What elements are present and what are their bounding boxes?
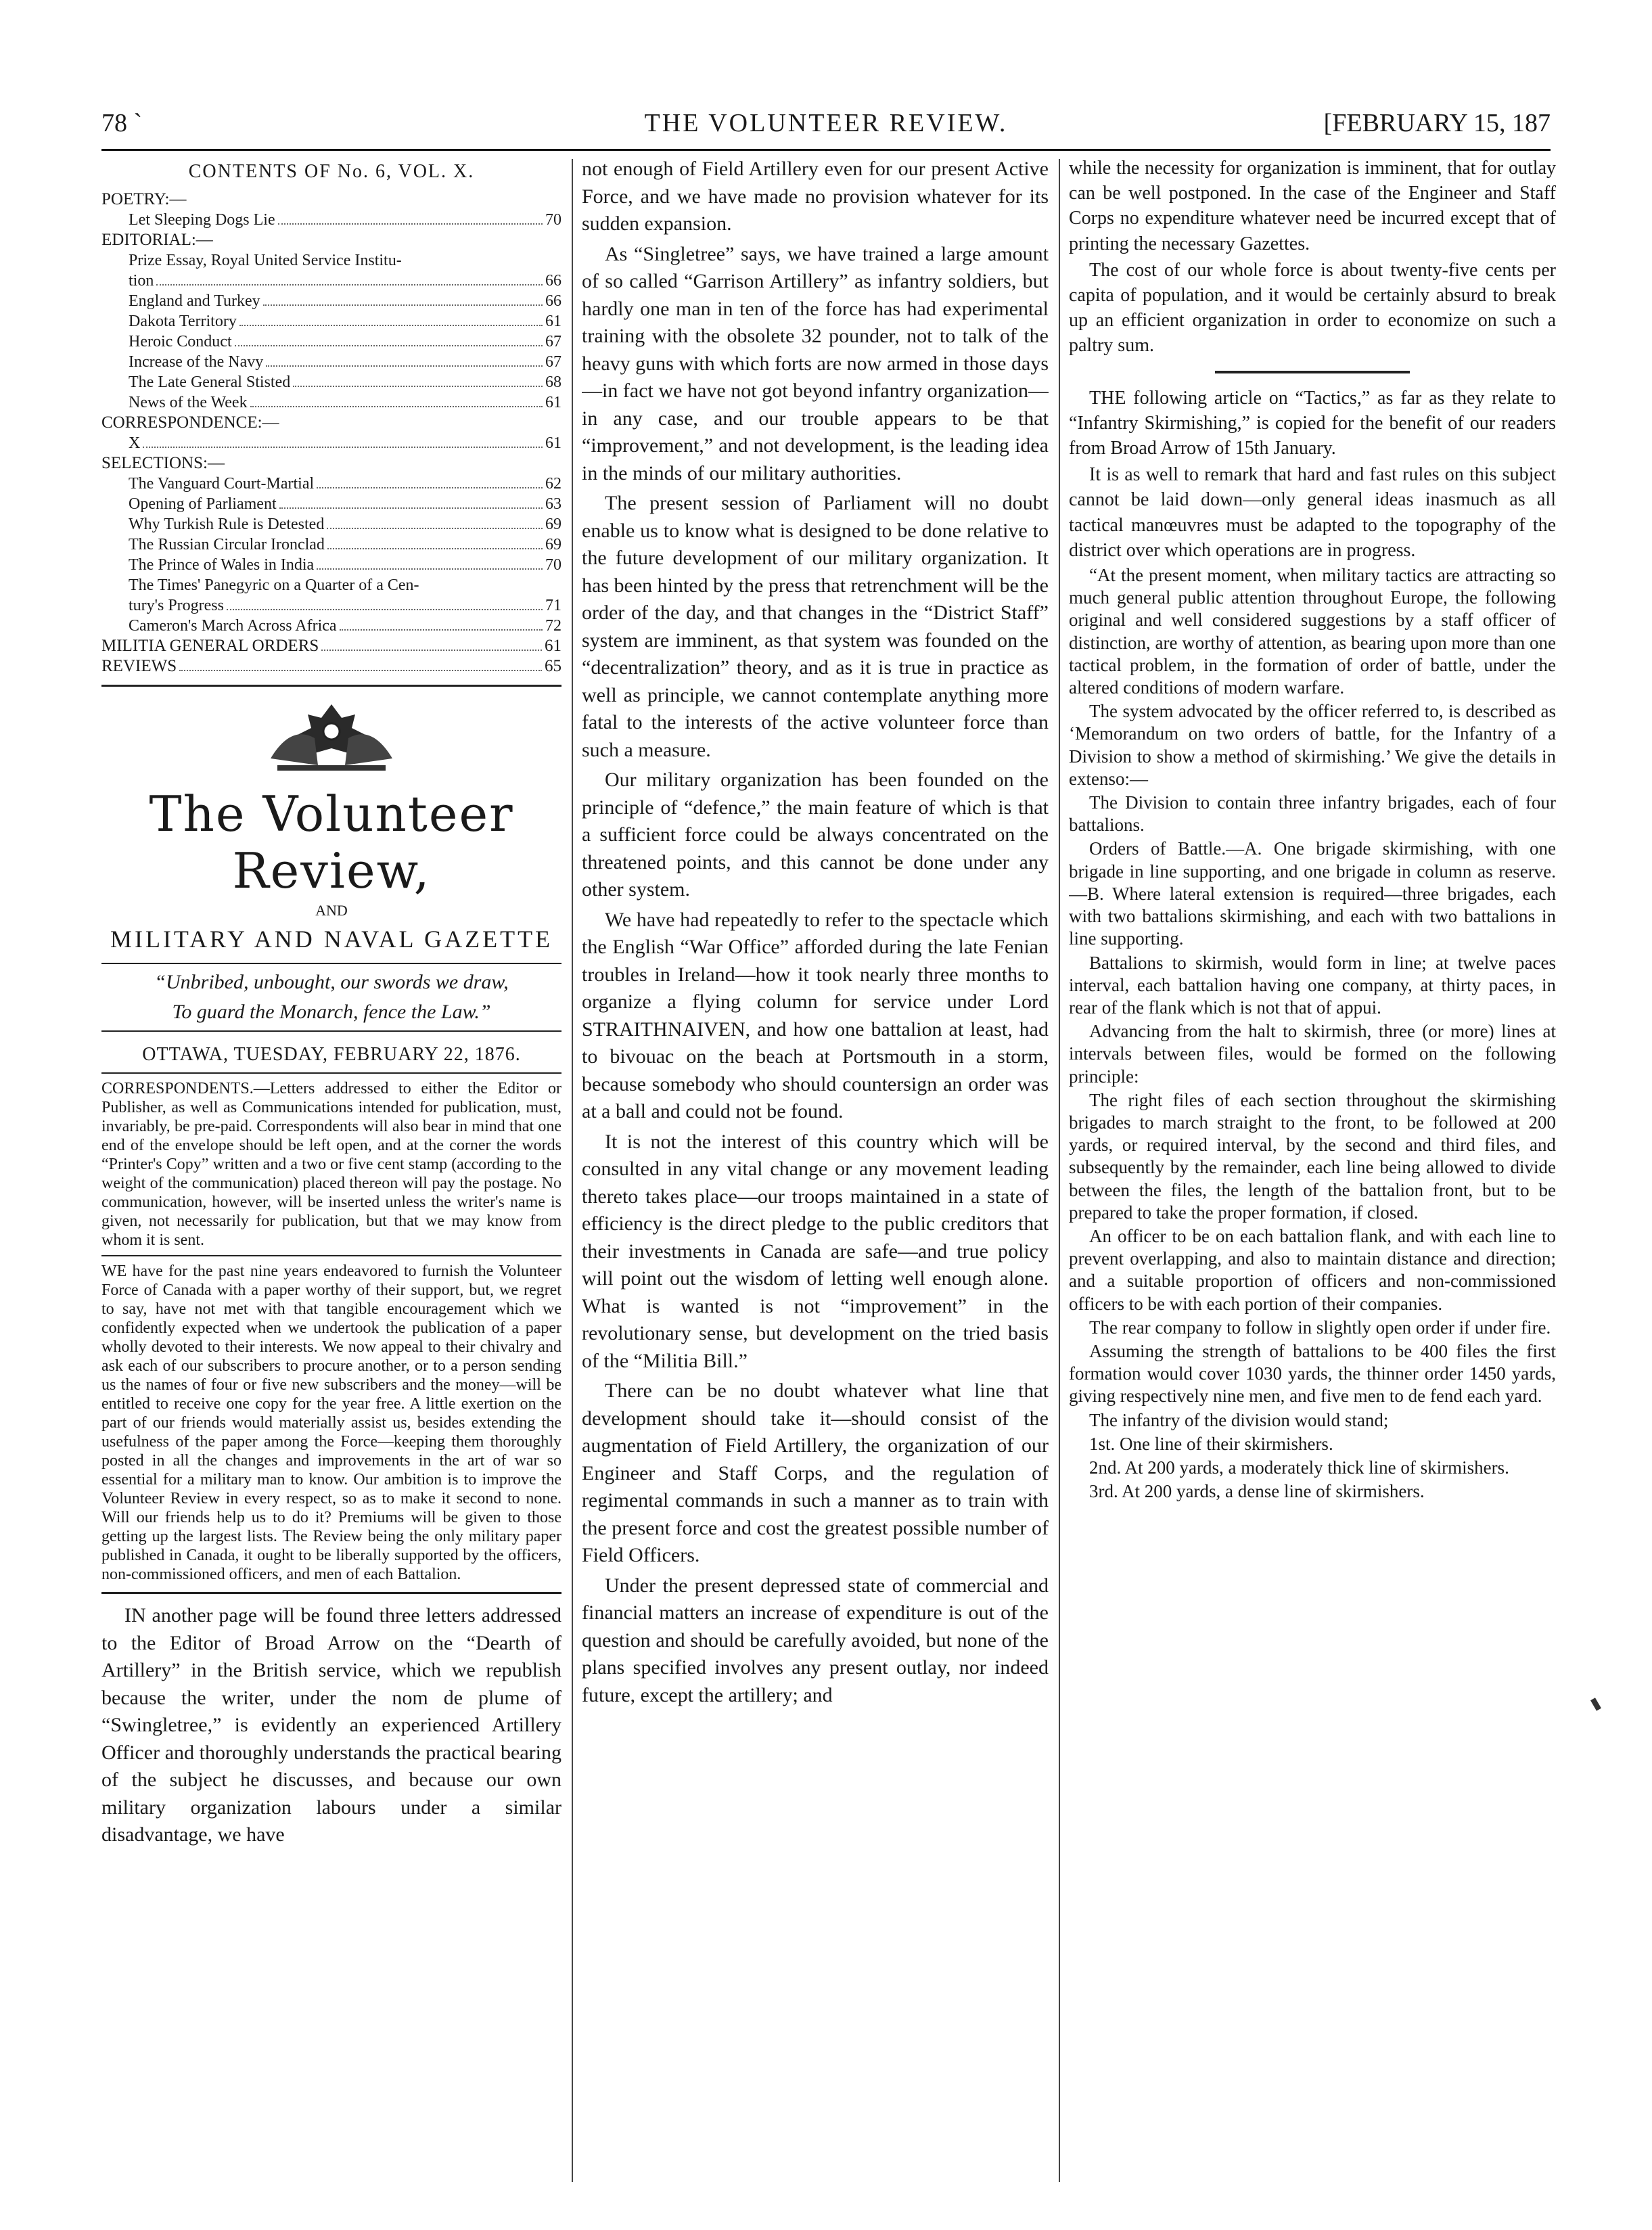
article-paragraph: As “Singletree” says, we have trained a large amount of so called “Garrison Artillery” as infantry soldiers, but hardly one man in ten of the force has had experimental training with the obsolete 32 pounder, not to talk of the heavy guns with which forts are now armed in those days—in fact we have not got beyond infantry organization—in any case, and our trouble appears to be that “improvement,” and not development, is the leading idea in the minds of our military authorities. bbox=[582, 242, 1049, 484]
contents-entry: England and Turkey 66 bbox=[129, 292, 561, 310]
contents-entry: The Late General Stisted 68 bbox=[129, 373, 561, 391]
divider bbox=[101, 1592, 561, 1594]
article-paragraph: The present session of Parliament will no doubt enable us to know what is designed to be done relative to the future development of our military organization. It has been hinted by the press that retrenchment will be the order of the day, and that changes in the “District Staff” system are imminent, as that system was founded on the “decentralization” theory, and as it is true in practice as well as principle, we cannot contemplate anything more fatal to the interests of the active volunteer force than such a measure. bbox=[582, 492, 1049, 761]
contents-section-heading: EDITORIAL:— bbox=[101, 231, 213, 249]
article-paragraph: The Division to contain three infantry brigades, each of four battalions. bbox=[1069, 792, 1556, 836]
column-divider bbox=[572, 159, 573, 2182]
contents-entry: Why Turkish Rule is Detested 69 bbox=[129, 516, 561, 533]
article-paragraph: 1st. One line of their skirmishers. bbox=[1089, 1433, 1333, 1454]
contents-title: CONTENTS OF No. 6, VOL. X. bbox=[188, 161, 475, 182]
article-paragraph: Orders of Battle.—A. One brigade skirmishing, with one brigade in line supporting, and one brigade in column as reserve.—B. Where lateral extension is required—three brigades, each with two battalions skirmishing, and each with two battalions in line supporting. bbox=[1069, 838, 1556, 949]
divider bbox=[101, 963, 561, 964]
article-paragraph: not enough of Field Artillery even for our present Active Force, and we have made no provision whatever for its sudden expansion. bbox=[582, 158, 1049, 235]
contents-entry: The Times' Panegyric on a Quarter of a Cen- bbox=[129, 576, 419, 594]
contents-entry: The Vanguard Court-Martial 62 bbox=[129, 475, 561, 493]
article-paragraph: It is as well to remark that hard and fast rules on this subject cannot be laid down—only general ideas inasmuch as all tactical manœuvres must be adapted to the topography of the district over which operations are in progress. bbox=[1069, 464, 1556, 561]
contents-entry: tury's Progress 71 bbox=[129, 597, 561, 614]
article-paragraph: IN another page will be found three letters addressed to the Editor of Broad Arrow on the “Dearth of Artillery” in the British service, which we republish because the writer, under the nom de plume of “Swingletree,” is evidently an experienced Artillery Officer and thoroughly understands the practical bearing of the subject he discusses, and because our own military organization labours under a similar disadvantage, we have bbox=[101, 1604, 561, 1846]
article-paragraph: An officer to be on each battalion flank, and with each line to prevent overlapping, and also to maintain distance and direction; and a suitable proportion of officers and non-commissioned officers to be with each portion of their companies. bbox=[1069, 1225, 1556, 1314]
contents-entry: Let Sleeping Dogs Lie 70 bbox=[129, 211, 561, 229]
divider bbox=[101, 685, 561, 687]
contents-entry: Opening of Parliament 63 bbox=[129, 495, 561, 513]
article-paragraph: The system advocated by the officer referred to, is described as ‘Memorandum on two orders of battle, for the Infantry of a Division to show a method of skirmishing.’ We give the details in extenso:— bbox=[1069, 701, 1556, 789]
article-paragraph: The cost of our whole force is about twenty-five cents per capita of population, and it would be certainly absurd to break up an efficient organization in order to economize on such a paltry sum. bbox=[1069, 259, 1556, 357]
article-paragraph: The infantry of the division would stand; bbox=[1089, 1409, 1389, 1430]
contents-entry: The Prince of Wales in India 70 bbox=[129, 556, 561, 574]
contents-entry: Cameron's March Across Africa 72 bbox=[129, 617, 561, 635]
article-paragraph: Battalions to skirmish, would form in line; at twelve paces interval, each battalion having one company, at thirty paces, in rear of the flank which is not that of appui. bbox=[1069, 952, 1556, 1018]
contents-entry: tion 66 bbox=[129, 272, 561, 290]
article-paragraph: “At the present moment, when military tactics are attracting so much general public attention throughout Europe, the following original and well considered suggestions by a staff officer of distinction, are worthy of attention, as bearing upon more than one tactical problem, in the formation of order of battle, under the altered conditions of modern warfare. bbox=[1069, 565, 1556, 698]
column-divider bbox=[1059, 159, 1060, 2182]
contents-entry: News of the Week 61 bbox=[129, 394, 561, 411]
article-paragraph: The rear company to follow in slightly open order if under fire. bbox=[1089, 1317, 1551, 1338]
column-3 bbox=[1069, 156, 1556, 2185]
article-paragraph: THE following article on “Tactics,” as far as they relate to “Infantry Skirmishing,” is copied for the benefit of our readers from Broad Arrow of 15th January. bbox=[1069, 387, 1556, 459]
motto-line-2: To guard the Monarch, fence the Law.” bbox=[172, 1001, 491, 1023]
masthead-name: The Volunteer Review, bbox=[149, 786, 514, 899]
contents-entry: Prize Essay, Royal United Service Institu- bbox=[129, 252, 402, 269]
contents-section-heading: MILITIA GENERAL ORDERS 61 bbox=[101, 637, 561, 655]
header-rule bbox=[101, 149, 1551, 151]
ink-mark bbox=[1590, 1698, 1601, 1711]
contents-entry: Increase of the Navy 67 bbox=[129, 353, 561, 371]
article-paragraph: There can be no doubt whatever what line that development should take it—should consist of the augmentation of Field Artillery, the organization of our Engineer and Staff Corps, and the regulation of regimental commands in such a manner as to train with the present force and cost the greatest possible number of Field Officers. bbox=[582, 1380, 1049, 1566]
contents-entry: Dakota Territory 61 bbox=[129, 313, 561, 330]
article-paragraph: Assuming the strength of battalions to be 400 files the first formation would cover 1030 yards, the thinner order 1450 yards, giving respectively nine men, and five men to de fend each yard. bbox=[1069, 1340, 1556, 1407]
article-paragraph: Under the present depressed state of commercial and financial matters an increase of expenditure is out of the question and should be carefully avoided, but none of the plans specified involves any present outlay, nor indeed future, except the artillery; and bbox=[582, 1574, 1049, 1706]
article-paragraph: Advancing from the halt to skirmish, three (or more) lines at intervals between files, would be formed on the following principle: bbox=[1069, 1021, 1556, 1087]
contents-section-heading: CORRESPONDENCE:— bbox=[101, 413, 279, 432]
masthead-gazette: MILITARY AND NAVAL GAZETTE bbox=[110, 926, 553, 953]
article-paragraph: while the necessity for organization is imminent, that for outlay can be well postponed. In the case of the Engineer and Staff Corps no expenditure whatever need be incurred except that of printing the necessary Gazettes. bbox=[1069, 158, 1556, 254]
royal-crest-icon bbox=[250, 698, 413, 779]
publication-date: OTTAWA, TUESDAY, FEBRUARY 22, 1876. bbox=[142, 1044, 521, 1065]
article-paragraph: The right files of each section throughout the skirmishing brigades to march straight to the front, to be followed at 200 yards, or required interval, by the second and third files, and subsequently by the remainder, each line being allowed to divide between the files, the length of the battalion front, but to be prepared to take the proper formation, if closed. bbox=[1069, 1089, 1556, 1223]
column-1 bbox=[101, 156, 561, 2185]
contents-entry: Heroic Conduct 67 bbox=[129, 333, 561, 350]
newspaper-title: THE VOLUNTEER REVIEW. bbox=[644, 109, 1008, 137]
subscription-appeal: WE have for the past nine years endeavored to furnish the Volunteer Force of Canada with a paper worthy of their support, but, we regret to say, have not met with that tangible encouragement which we confidently expected when we undertook the publication of a paper wholly devoted to their interests. We now appeal to their chivalry and ask each of our subscribers to procure another, or to a person sending us the names of four or five new subscribers and the money—will be entitled to receive one copy for the year free. A little exertion on the part of our friends would materially assist us, besides extending the usefulness of the paper among the Force—keeping them thoroughly posted in all the changes and improvements in the art of war so essential for a military man to know. Our ambition is to improve the Volunteer Review in every respect, so as to make it second to none. Will our friends help us to do it? Premiums will be given to those getting up the largest lists. The Review being the only military paper published in Canada, it ought to be liberally supported by the officers, non-commissioned officers, and men of each Battalion. bbox=[101, 1262, 561, 1583]
article-paragraph: We have had repeatedly to refer to the spectacle which the English “War Office” afforded during the late Fenian troubles in Ireland—how it took nearly three months to organize a flying column for service under Lord STRAITHNAIVEN, and how one battalion at least, had to bivouac on the beach at Portsmouth in a storm, because somebody who should countersign an order was at a ball and could not be found. bbox=[582, 908, 1049, 1122]
masthead-and: AND bbox=[315, 902, 348, 919]
contents-section-heading: POETRY:— bbox=[101, 190, 187, 208]
article-paragraph: It is not the interest of this country which will be consulted in any vital change or any movement leading thereto takes place—our troops maintained in a state of efficiency is the direct pledge to the public creditors that their investments in Canada are safe—and true policy will point out the wisdom of letting well enough alone. What is wanted is not “improvement” in the revolutionary sense, but development on the tried basis of the “Militia Bill.” bbox=[582, 1130, 1049, 1372]
contents-section-heading: REVIEWS 65 bbox=[101, 657, 561, 675]
divider bbox=[101, 1072, 561, 1074]
divider bbox=[1215, 371, 1410, 373]
divider bbox=[101, 1255, 561, 1256]
correspondents-notice: CORRESPONDENTS.—Letters addressed to either the Editor or Publisher, as well as Communications intended for publication, must, invariably, be pre-paid. Correspondents will also bear in mind that one end of the envelope should be left open, and at the corner the words “Printer's Copy” written and a two or five cent stamp (according to the weight of the communication) placed thereon will pay the postage. No communication, however, will be inserted unless the writer's name is given, not necessarily for publication, but that we may know from whom it is sent. bbox=[101, 1080, 561, 1249]
contents-entry: X 61 bbox=[129, 434, 561, 452]
divider bbox=[101, 1030, 561, 1032]
article-paragraph: Our military organization has been founded on the principle of “defence,” the main feature of which is that a sufficient force could be always concentrated on the threatened points, and this cannot be done under any other system. bbox=[582, 769, 1049, 901]
contents-section-heading: SELECTIONS:— bbox=[101, 454, 225, 472]
page-header bbox=[101, 101, 1551, 142]
column-2 bbox=[582, 156, 1049, 2185]
contents-entry: The Russian Circular Ironclad 69 bbox=[129, 536, 561, 553]
page-number: 78 ` bbox=[101, 109, 143, 137]
header-date: [FEBRUARY 15, 187 bbox=[1323, 109, 1551, 137]
article-paragraph: 3rd. At 200 yards, a dense line of skirmishers. bbox=[1089, 1481, 1425, 1502]
motto-line-1: “Unbribed, unbought, our swords we draw, bbox=[154, 971, 509, 993]
article-paragraph: 2nd. At 200 yards, a moderately thick line of skirmishers. bbox=[1089, 1457, 1509, 1478]
contents-list bbox=[101, 189, 561, 677]
